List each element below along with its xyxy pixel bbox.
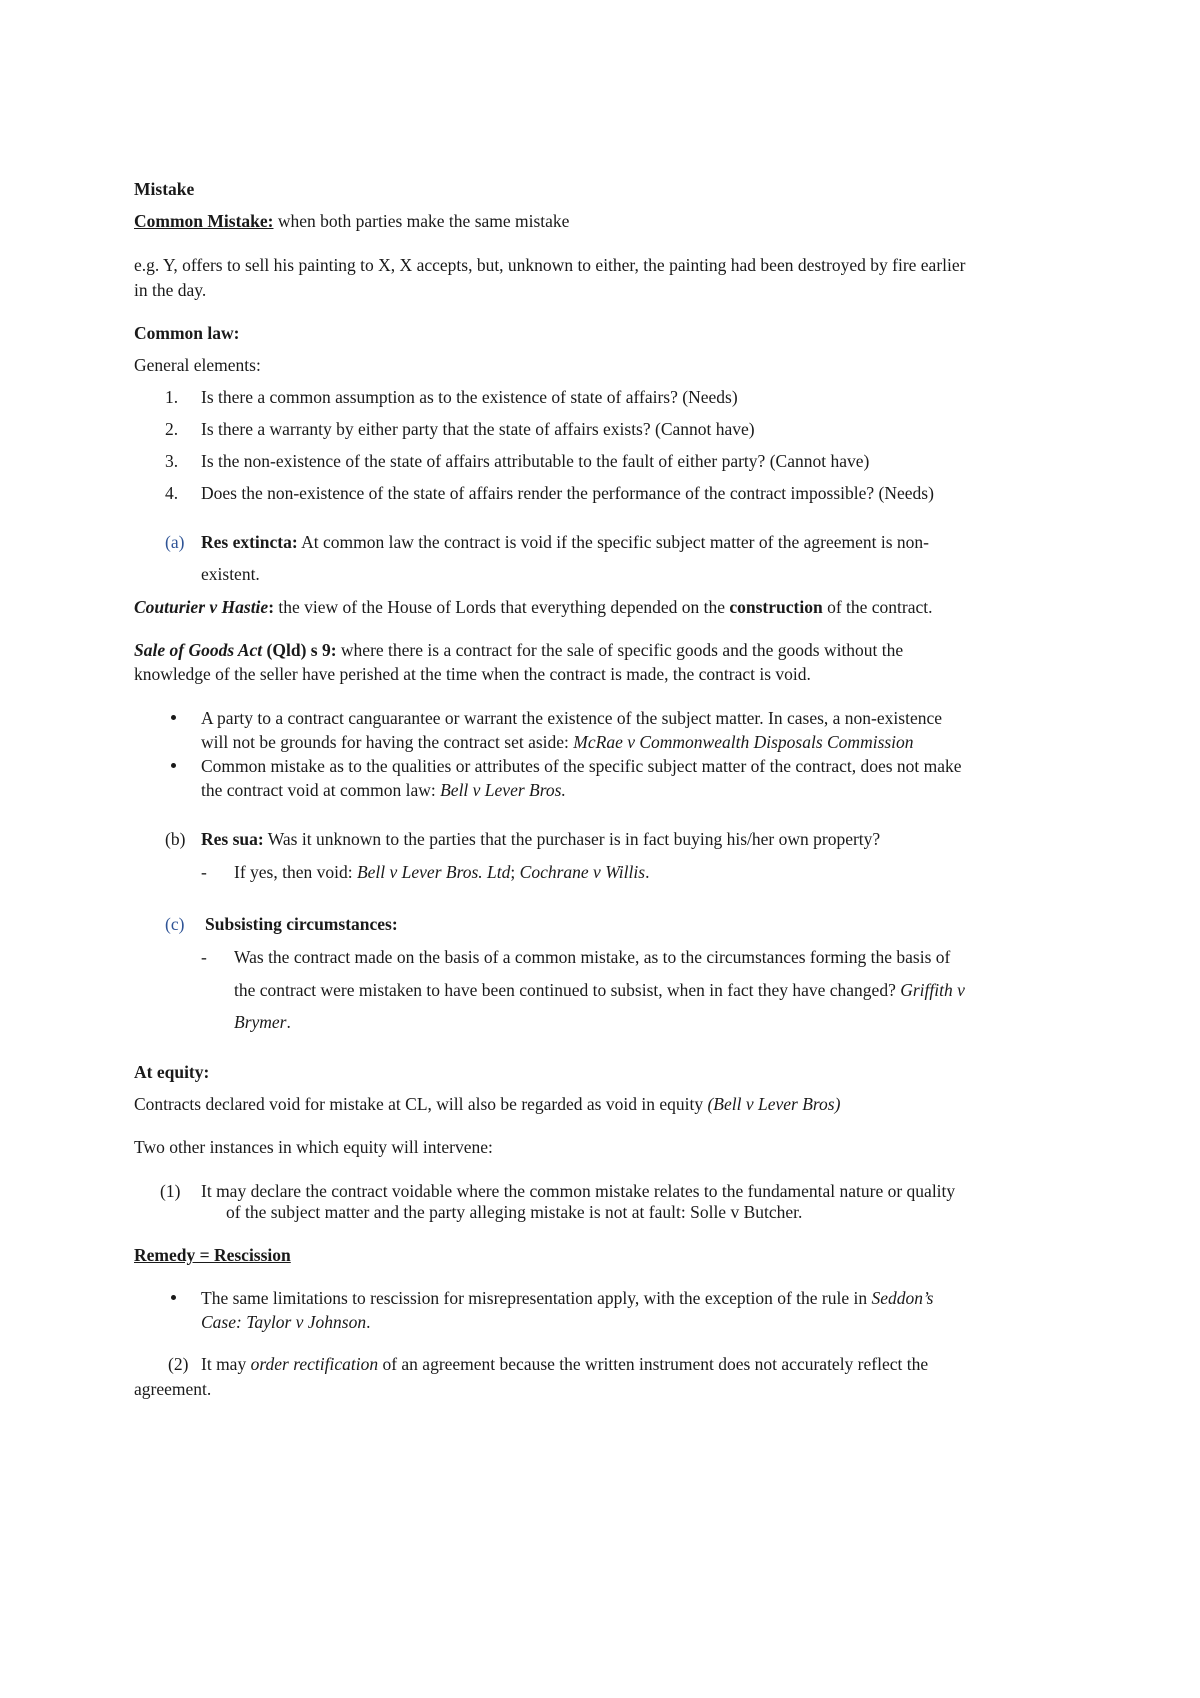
sale-of-goods-section: (Qld) s 9:	[262, 640, 337, 660]
griffith-case: Griffith v	[900, 980, 965, 1000]
bullet-text: will not be grounds for having the contract set aside: McRae v Commonwealth Disposals Commission	[201, 732, 914, 752]
subsisting-line-2: the contract were mistaken to have been continued to subsist, when in fact they have changed? Griffith v	[234, 980, 965, 1000]
example-line-1: e.g. Y, offers to sell his painting to X, X accepts, but, unknown to either, the painting had been destroyed by fire earlier	[134, 255, 966, 275]
element-text: Is there a warranty by either party that the state of affairs exists? (Cannot have)	[201, 419, 755, 439]
bullet-icon	[171, 763, 176, 768]
dash-marker: -	[201, 947, 207, 967]
remedy-bullet-line-2: Case: Taylor v Johnson.	[201, 1312, 371, 1332]
equity-item-line-1: It may declare the contract voidable where the common mistake relates to the fundamental nature or quality	[201, 1181, 956, 1201]
bullet-text: Common mistake as to the qualities or attributes of the specific subject matter of the contract, does not make	[201, 756, 962, 776]
element-text: Does the non-existence of the state of affairs render the performance of the contract impossible? (Needs)	[201, 483, 934, 503]
sale-of-goods-act: Sale of Goods Act	[134, 640, 263, 660]
subsisting-line-3: Brymer.	[234, 1012, 291, 1032]
rectification-line-1: It may order rectification of an agreement because the written instrument does not accurately reflect the	[201, 1354, 929, 1374]
bullet-icon	[171, 715, 176, 720]
seddons-case: Seddon’s	[871, 1288, 934, 1308]
dash-marker: -	[201, 862, 207, 882]
bell-lever-case: (Bell v Lever Bros)	[707, 1094, 841, 1114]
bullet-text: A party to a contract canguarantee or warrant the existence of the subject matter. In cases, a non-existence	[201, 708, 942, 728]
general-elements-label: General elements:	[134, 355, 261, 375]
res-sua-sub: If yes, then void: Bell v Lever Bros. Ltd; Cochrane v Willis.	[234, 862, 650, 882]
construction-emphasis: construction	[729, 597, 823, 617]
sale-of-goods-line-1: Sale of Goods Act (Qld) s 9: where there is a contract for the sale of specific goods and the goods without the	[134, 640, 904, 660]
res-sua-label: (b)	[165, 829, 186, 849]
equity-item-line-2: of the subject matter and the party alleging mistake is not at fault: Solle v Butcher.	[226, 1202, 803, 1222]
couturier-line: Couturier v Hastie: the view of the House of Lords that everything depended on the construction of the contract.	[134, 597, 933, 617]
equity-line: Contracts declared void for mistake at CL, will also be regarded as void in equity (Bell v Lever Bros)	[134, 1094, 841, 1114]
subsisting-label: (c)	[165, 914, 185, 934]
common-mistake-definition: when both parties make the same mistake	[273, 211, 570, 231]
bullet-icon	[171, 1295, 176, 1300]
equity-item-number: (1)	[160, 1181, 181, 1201]
res-sua-heading: Res sua:	[201, 829, 264, 849]
order-rectification: order rectification	[250, 1354, 379, 1374]
mcrae-case: McRae v Commonwealth Disposals Commission	[573, 732, 914, 752]
element-number: 3.	[165, 451, 179, 471]
element-text: Is the non-existence of the state of affairs attributable to the fault of either party? (Cannot have)	[201, 451, 870, 471]
res-extincta-label: (a)	[165, 532, 185, 552]
common-law-heading: Common law:	[134, 323, 240, 343]
two-other-instances: Two other instances in which equity will intervene:	[134, 1137, 493, 1157]
res-extincta-line-1: Res extincta: At common law the contract is void if the specific subject matter of the agreement is non-	[201, 532, 929, 552]
subsisting-heading: Subsisting circumstances:	[205, 914, 398, 934]
document-title: Mistake	[134, 179, 195, 199]
element-text: Is there a common assumption as to the existence of state of affairs? (Needs)	[201, 387, 738, 407]
subsisting-line-1: Was the contract made on the basis of a common mistake, as to the circumstances forming the basis of	[234, 947, 951, 967]
res-extincta-line-2: existent.	[201, 564, 260, 584]
res-extincta-heading: Res extincta:	[201, 532, 298, 552]
element-number: 2.	[165, 419, 179, 439]
sale-of-goods-line-2: knowledge of the seller have perished at the time when the contract is made, the contract is void.	[134, 664, 811, 684]
element-number: 4.	[165, 483, 179, 503]
res-sua-line: Res sua: Was it unknown to the parties that the purchaser is in fact buying his/her own property?	[201, 829, 881, 849]
bell-case: Bell v Lever Bros.	[440, 780, 566, 800]
taylor-case: Case: Taylor v Johnson	[201, 1312, 367, 1332]
bullet-text: the contract void at common law: Bell v Lever Bros.	[201, 780, 566, 800]
rectification-line-2: agreement.	[134, 1379, 212, 1399]
example-line-2: in the day.	[134, 280, 207, 300]
equity-heading: At equity:	[134, 1062, 210, 1082]
element-number: 1.	[165, 387, 179, 407]
remedy-bullet-line-1: The same limitations to rescission for misrepresentation apply, with the exception of the rule in Seddon’s	[201, 1288, 934, 1308]
cochrane-case: Cochrane v Willis	[519, 862, 646, 882]
common-mistake-heading: Common Mistake:	[134, 211, 274, 231]
common-mistake-line	[134, 208, 569, 234]
rectification-number: (2)	[168, 1354, 189, 1374]
bell-ltd-case: Bell v Lever Bros. Ltd	[356, 862, 511, 882]
couturier-case: Couturier v Hastie	[134, 597, 269, 617]
remedy-heading: Remedy = Rescission	[134, 1245, 291, 1265]
